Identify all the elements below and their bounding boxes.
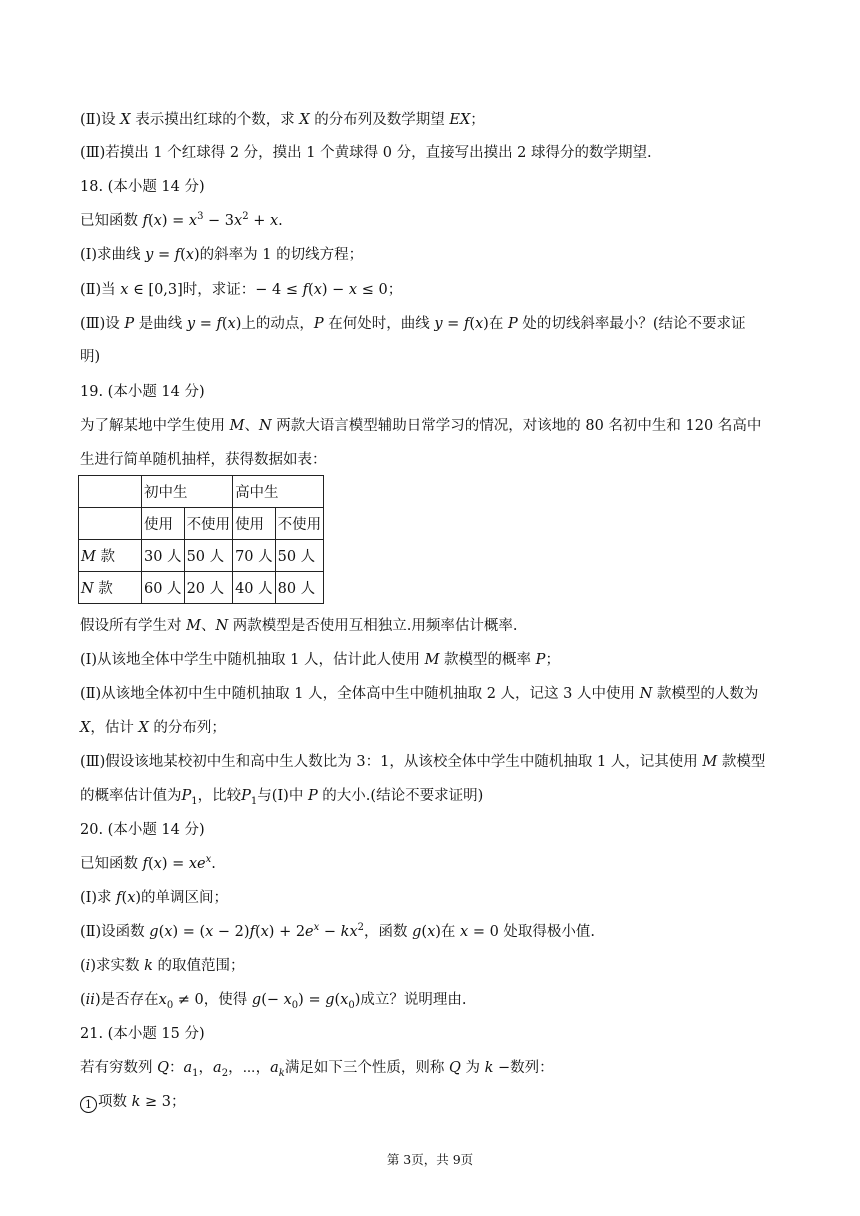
question-21-property-1: 1 项数 k ≥ 3； [80, 1092, 800, 1113]
question-19-stem: 为了解某地中学生使用 M、N 两款大语言模型辅助日常学习的情况，对该地的 80 名初中生和 120 名高中 [80, 418, 762, 434]
table-cell: 70 人 [233, 540, 276, 572]
question-20-stem: 已知函数 $f(x) = xe^x$. [80, 854, 216, 872]
table-subheader-row [79, 508, 324, 540]
question-18-stem: 已知函数 $f(x) = x^3 - 3x^2 + x$. [80, 211, 283, 229]
question-18-part-3-cont: 明) [80, 349, 101, 365]
question-18-part-3: (Ⅲ)设 P 是曲线 y = f(x)上的动点，P 在何处时，曲线 y = f(x)在 P 处的切线斜率最小？(结论不要求证 [80, 316, 746, 332]
question-21-header: 21. (本小题 15 分) [80, 1026, 205, 1042]
question-19-header: 19. (本小题 14 分) [80, 384, 205, 400]
table-cell: M 款 [79, 540, 142, 572]
question-19-part-2: (Ⅱ)从该地全体初中生中随机抽取 1 人，全体高中生中随机抽取 2 人，记这 3 人中使用 N 款模型的人数为 [80, 686, 759, 702]
question-20-part-1: (Ⅰ)求 f(x)的单调区间； [80, 890, 229, 906]
question-20-part-2-ii: (ii)是否存在$x_0 \ne 0$，使得 $g(- x_0) = g(x_0)$成立？说明理由. [80, 992, 467, 1011]
table-header-senior: 高中生 [233, 476, 324, 508]
circled-number-icon: 1 [80, 1096, 97, 1113]
table-cell: 20 人 [184, 572, 233, 604]
question-19-part-2-cont: X，估计 X 的分布列； [80, 720, 226, 736]
table-cell: N 款 [79, 572, 142, 604]
survey-table [78, 475, 324, 604]
question-18-header: 18. (本小题 14 分) [80, 179, 205, 195]
table-cell: 50 人 [275, 540, 324, 572]
table-cell: 80 人 [275, 572, 324, 604]
question-20-part-2: (Ⅱ)设函数 $g(x) = (x - 2)f(x) + 2e^x - kx^2$，函数 g(x)在 x = 0 处取得极小值. [80, 922, 596, 940]
table-header-junior: 初中生 [142, 476, 233, 508]
table-cell: 不使用 [184, 508, 233, 540]
question-19-part-3-cont: 的概率估计值为$P_1$，比较$P_1$与(Ⅰ)中 P 的大小.(结论不要求证明) [80, 788, 484, 807]
table-row [79, 540, 324, 572]
question-19-part-3: (Ⅲ)假设该地某校初中生和高中生人数比为 3：1，从该校全体中学生中随机抽取 1 人，记其使用 M 款模型 [80, 754, 766, 770]
question-19-part-1: (Ⅰ)从该地全体中学生中随机抽取 1 人，估计此人使用 M 款模型的概率 P； [80, 652, 560, 668]
question-19-stem-cont: 生进行简单随机抽样，获得数据如表： [80, 452, 327, 468]
question-21-stem: 若有穷数列 Q：$a_1$，$a_2$，⋯，$a_k$满足如下三个性质，则称 Q 为 k −数列： [80, 1060, 554, 1079]
table-cell: 30 人 [142, 540, 185, 572]
table-cell: 40 人 [233, 572, 276, 604]
table-cell: 使用 [233, 508, 276, 540]
page-footer: 第 3页，共 9页 [386, 1152, 474, 1167]
table-cell: 使用 [142, 508, 185, 540]
question-17-part-2: (Ⅱ)设 X 表示摸出红球的个数，求 X 的分布列及数学期望 EX； [80, 112, 485, 128]
table-header-row [79, 476, 324, 508]
question-17-part-3: (Ⅲ)若摸出 1 个红球得 2 分，摸出 1 个黄球得 0 分，直接写出摸出 2 球得分的数学期望. [80, 145, 652, 161]
question-18-part-2: (Ⅱ)当 x ∈ [0,3]时，求证：− 4 ≤ f(x) − x ≤ 0； [80, 282, 403, 298]
question-18-part-1: (Ⅰ)求曲线 y = f(x)的斜率为 1 的切线方程； [80, 247, 364, 263]
table-cell: 50 人 [184, 540, 233, 572]
question-20-header: 20. (本小题 14 分) [80, 822, 205, 838]
table-cell [79, 476, 142, 508]
table-cell: 不使用 [275, 508, 324, 540]
table-cell [79, 508, 142, 540]
question-20-part-2-i: (i)求实数 k 的取值范围； [80, 958, 245, 974]
table-row [79, 572, 324, 604]
table-cell: 60 人 [142, 572, 185, 604]
question-19-assumption: 假设所有学生对 M、N 两款模型是否使用互相独立.用频率估计概率. [80, 618, 518, 634]
